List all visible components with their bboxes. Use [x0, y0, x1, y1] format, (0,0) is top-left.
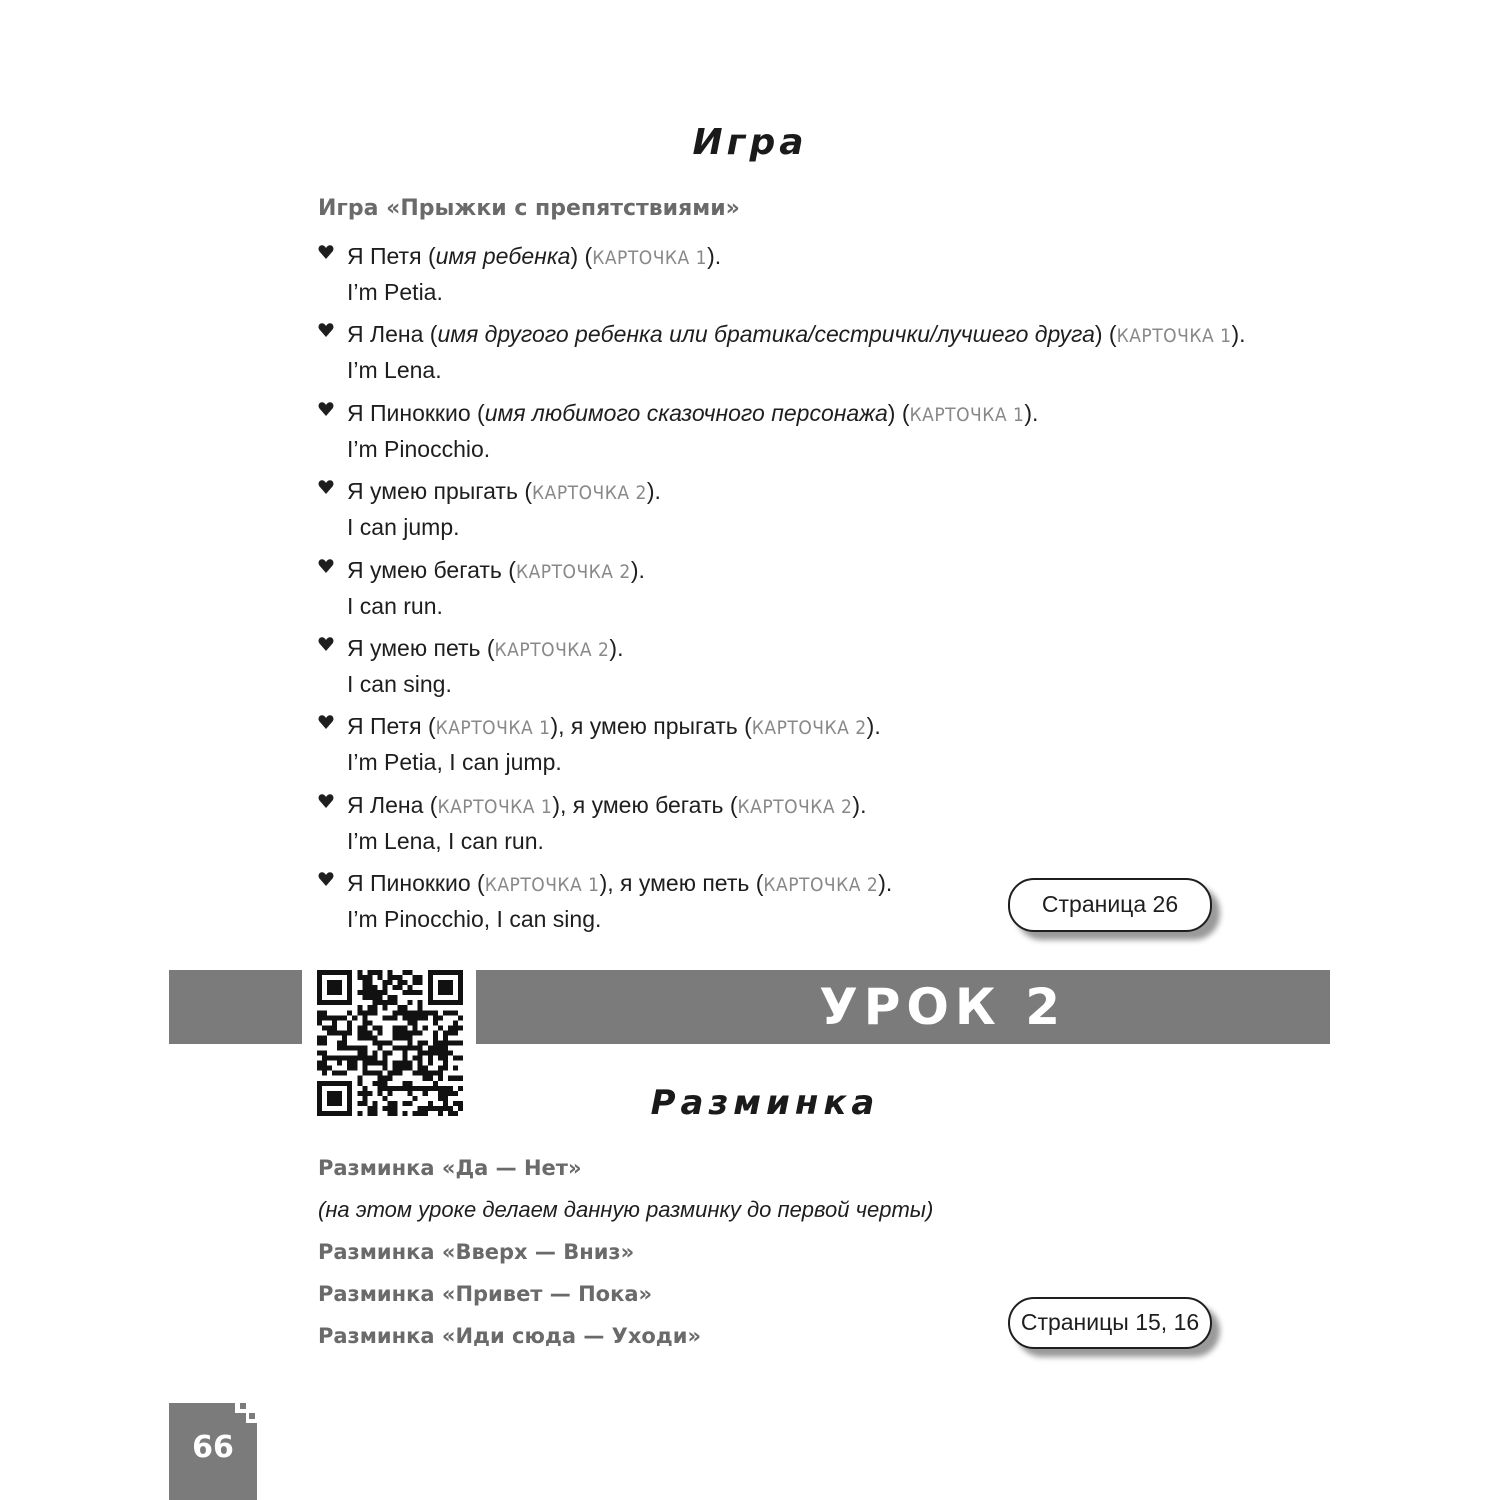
- phrase-text: ) (: [570, 243, 593, 269]
- list-item: [318, 316, 1246, 394]
- warmup-item-hello-bye: Разминка «Привет — Пока»: [318, 1282, 653, 1306]
- card-label: КАРТОЧКА 1: [435, 717, 551, 740]
- lesson-banner-left: [169, 970, 302, 1044]
- heart-icon: [318, 871, 334, 887]
- phrase-text: ), я умею петь (: [599, 870, 764, 897]
- card-label: КАРТОЧКА 1: [1116, 325, 1232, 348]
- game-phrase-list: [318, 238, 1246, 944]
- phrase-russian: [347, 787, 866, 825]
- phrase-text: Я Лена (: [347, 321, 438, 348]
- phrase-russian: [347, 395, 1038, 433]
- phrase-text: ) (: [1094, 321, 1117, 348]
- warmup-item-come-go: Разминка «Иди сюда — Уходи»: [318, 1324, 702, 1348]
- phrase-text: Я Пиноккио (: [347, 870, 485, 897]
- card-label: КАРТОЧКА 2: [494, 638, 610, 661]
- list-item: [318, 395, 1218, 473]
- phrase-text: Я Петя (: [347, 713, 436, 740]
- card-label: КАРТОЧКА 2: [763, 874, 879, 897]
- phrase-english: I’m Pinocchio, I can sing.: [347, 906, 602, 933]
- card-label: КАРТОЧКА 2: [751, 717, 867, 740]
- list-item: [318, 238, 1218, 316]
- phrase-text: ).: [852, 791, 867, 818]
- list-item: [318, 473, 1218, 551]
- heart-icon: [318, 322, 334, 338]
- card-label: КАРТОЧКА 1: [484, 874, 600, 897]
- page-reference-badge: Страница 26: [1008, 878, 1212, 932]
- phrase-english: I can run.: [347, 592, 443, 619]
- phrase-hint: имя любимого сказочного персонажа: [484, 399, 888, 426]
- phrase-text: ).: [1231, 321, 1246, 348]
- heart-icon: [318, 479, 334, 495]
- phrase-russian: [347, 552, 645, 590]
- phrase-text: ).: [1024, 399, 1039, 426]
- warmup-title: Разминка: [650, 1083, 880, 1123]
- phrase-text: Я умею бегать (: [347, 556, 516, 583]
- heart-icon: [318, 558, 334, 574]
- list-item: [318, 787, 1218, 865]
- phrase-text: ).: [866, 713, 881, 740]
- phrase-russian: [347, 473, 661, 511]
- card-label: КАРТОЧКА 2: [515, 560, 631, 583]
- warmup-item-yes-no: Разминка «Да — Нет»: [318, 1156, 582, 1180]
- heart-icon: [318, 714, 334, 730]
- list-item: [318, 552, 1218, 630]
- phrase-russian: [347, 316, 1246, 354]
- card-label: КАРТОЧКА 1: [592, 247, 708, 269]
- phrase-text: ).: [707, 243, 722, 269]
- phrase-hint: имя другого ребенка или братика/сестрички/лучшего друга: [437, 321, 1095, 348]
- heart-icon: [318, 636, 334, 652]
- phrase-text: ), я умею прыгать (: [550, 713, 752, 740]
- phrase-english: I can jump.: [347, 514, 460, 541]
- phrase-english: I’m Lena, I can run.: [347, 827, 544, 854]
- phrase-russian: [347, 630, 623, 668]
- card-label: КАРТОЧКА 1: [437, 795, 553, 818]
- card-label: КАРТОЧКА 1: [909, 403, 1025, 426]
- game-title: Игра: [692, 122, 808, 163]
- game-subtitle: Игра «Прыжки с препятствиями»: [318, 196, 740, 221]
- page-number: 66: [192, 1430, 234, 1465]
- phrase-text: ).: [646, 478, 661, 505]
- phrase-russian: [347, 238, 721, 276]
- phrase-text: ), я умею бегать (: [552, 791, 738, 818]
- phrase-text: ).: [609, 634, 624, 661]
- lesson-title: УРОК 2: [819, 978, 1066, 1036]
- phrase-english: I’m Lena.: [347, 357, 442, 384]
- list-item: [318, 708, 1218, 786]
- heart-icon: [318, 401, 334, 417]
- heart-icon: [318, 793, 334, 809]
- phrase-russian: [347, 708, 881, 746]
- phrase-text: Я умею прыгать (: [347, 478, 532, 505]
- phrase-text: Я Лена (: [347, 791, 438, 818]
- warmup-page-reference-badge: Страницы 15, 16: [1008, 1297, 1212, 1349]
- phrase-text: ).: [630, 556, 645, 583]
- phrase-text: Я Пиноккио (: [347, 399, 485, 426]
- phrase-english: I can sing.: [347, 670, 452, 697]
- warmup-note: (на этом уроке делаем данную разминку до первой черты): [318, 1197, 934, 1222]
- card-label: КАРТОЧКА 2: [737, 795, 853, 818]
- phrase-russian: [347, 865, 892, 903]
- phrase-text: Я Петя (: [347, 243, 436, 269]
- phrase-text: Я умею петь (: [347, 634, 495, 661]
- card-label: КАРТОЧКА 2: [532, 482, 647, 505]
- phrase-english: I’m Petia, I can jump.: [347, 749, 562, 776]
- warmup-item-up-down: Разминка «Вверх — Вниз»: [318, 1240, 635, 1264]
- phrase-english: I’m Petia.: [347, 279, 443, 305]
- phrase-english: I’m Pinocchio.: [347, 435, 491, 462]
- phrase-text: ).: [878, 870, 893, 897]
- phrase-hint: имя ребенка: [435, 243, 571, 269]
- list-item: [318, 630, 1218, 708]
- phrase-text: ) (: [887, 399, 910, 426]
- heart-icon: [318, 244, 334, 260]
